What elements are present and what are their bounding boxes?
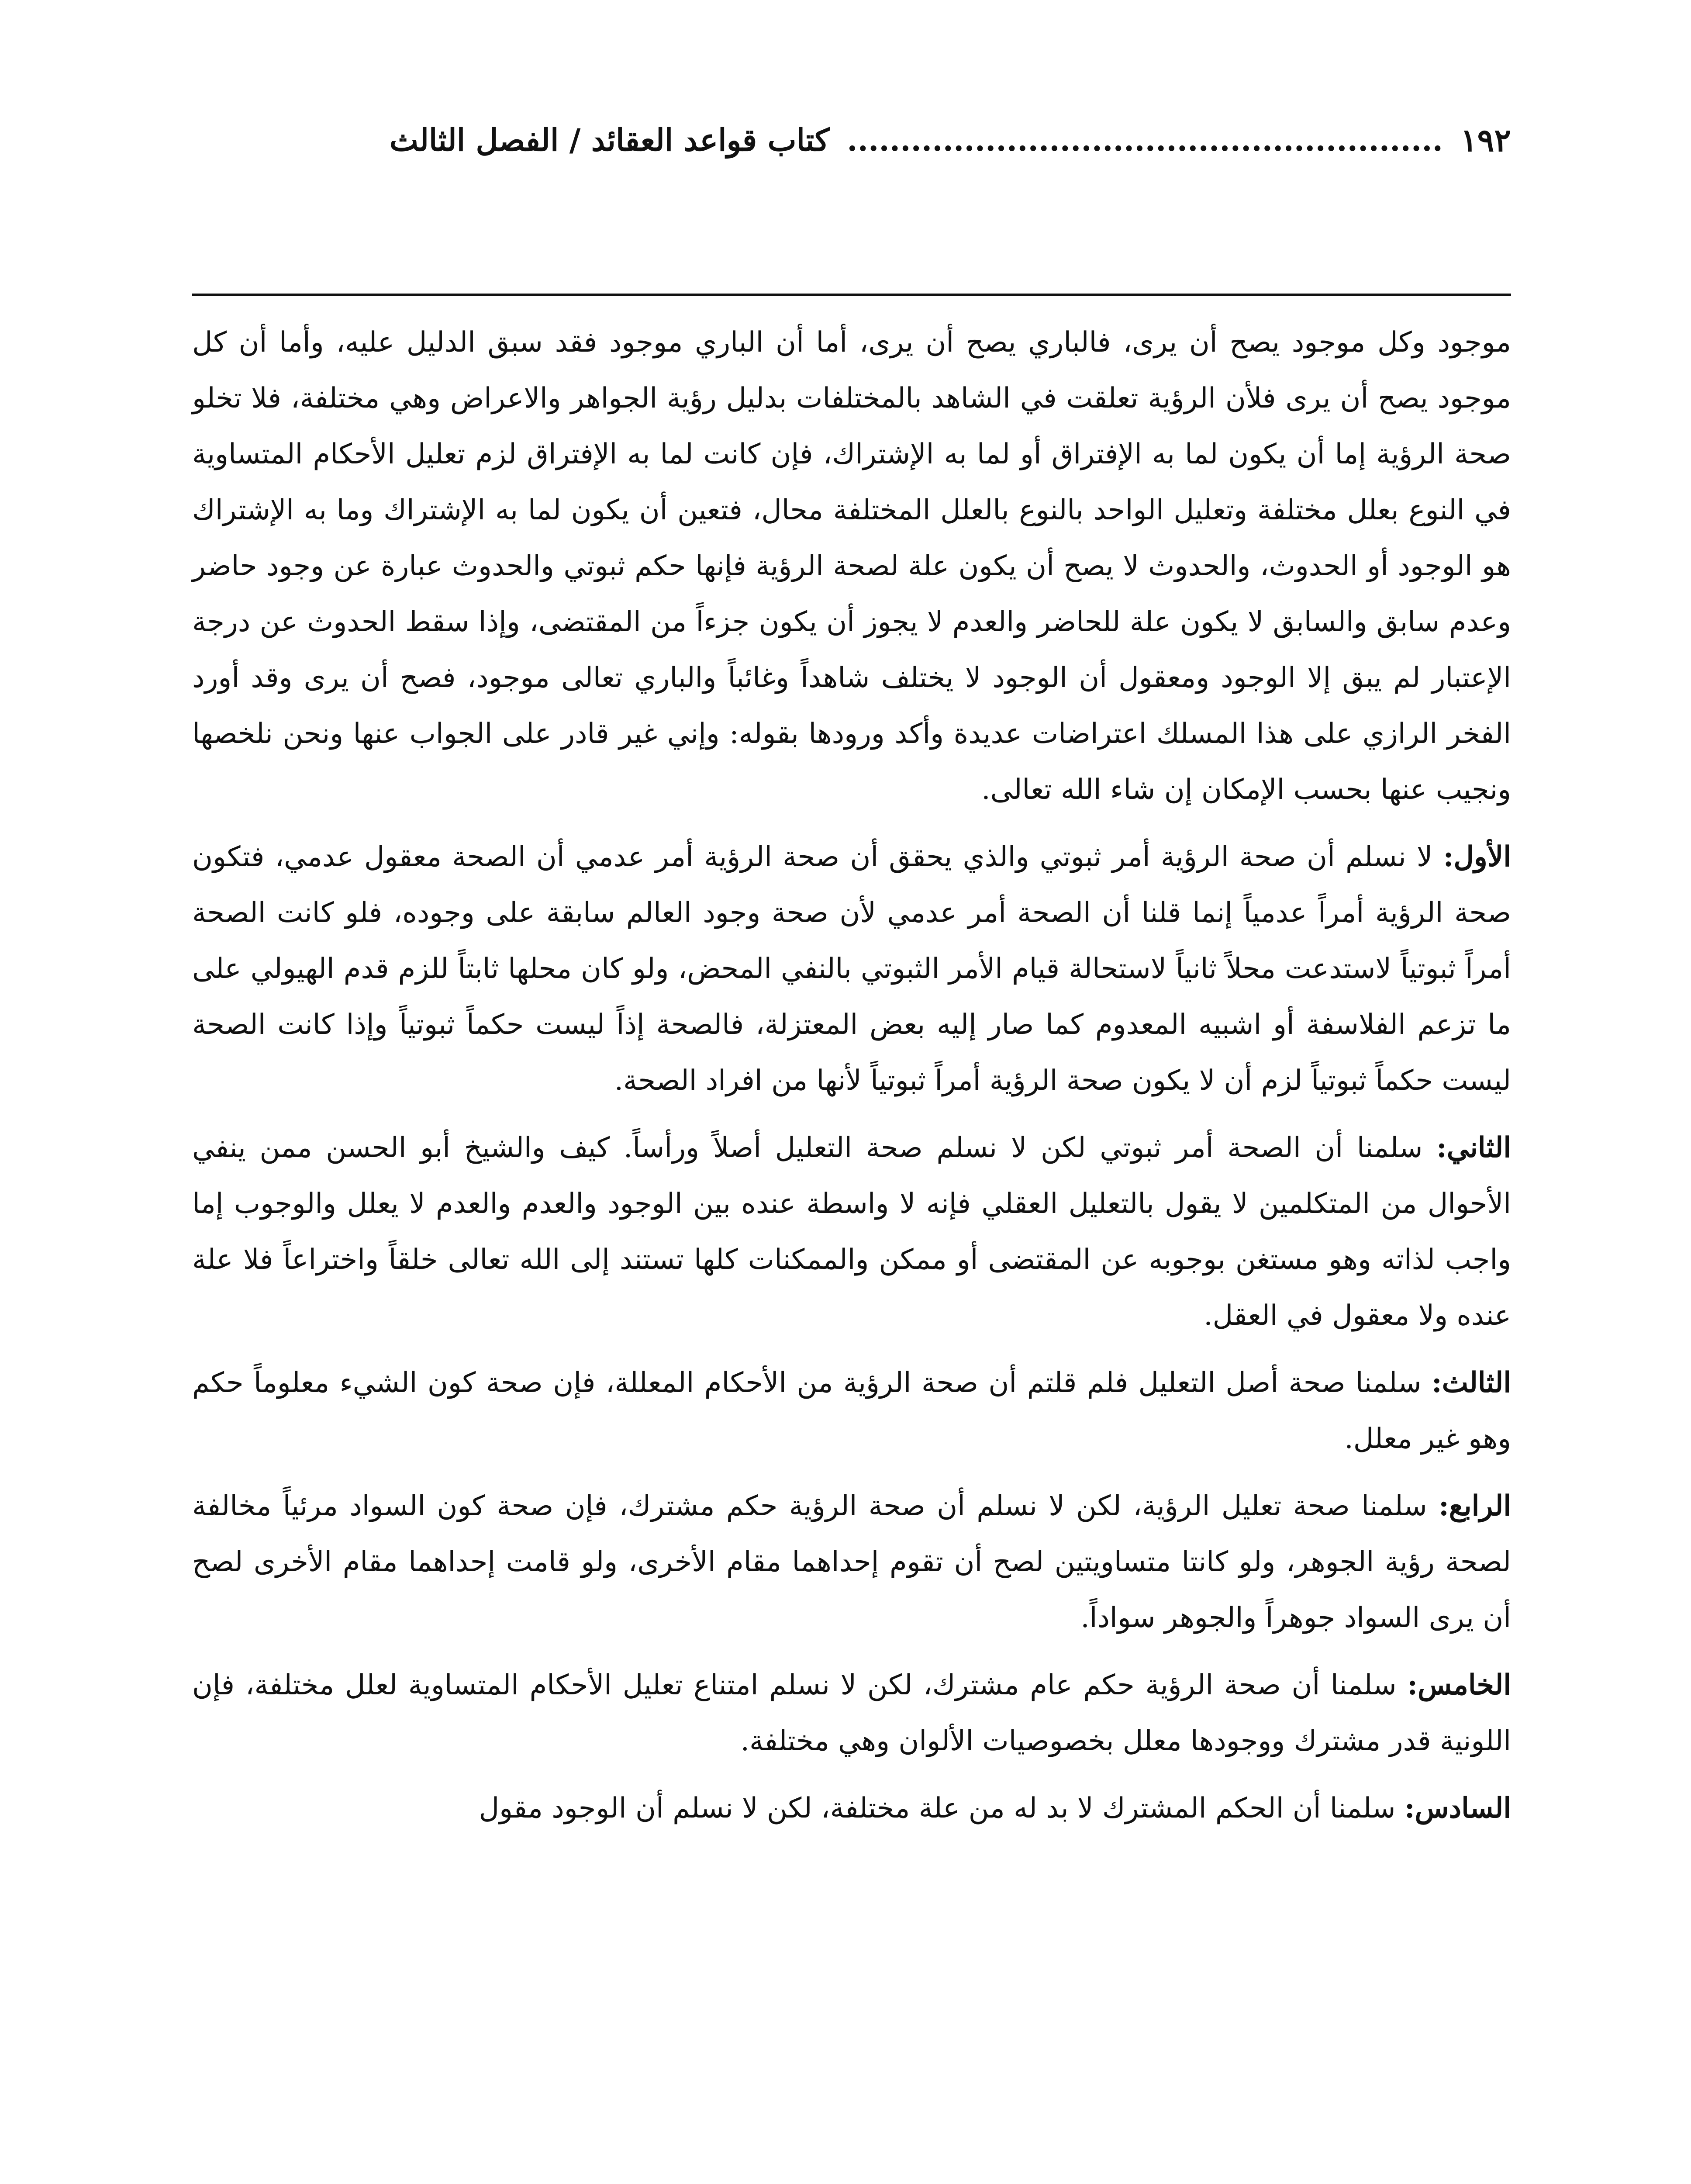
section-body: سلمنا صحة أصل التعليل فلم قلتم أن صحة الرؤية من الأحكام المعللة، فإن صحة كون الشيء معلوماً حكم وهو غير معلل. xyxy=(192,1367,1511,1455)
section-body: سلمنا أن الصحة أمر ثبوتي لكن لا نسلم صحة التعليل أصلاً ورأساً. كيف والشيخ أبو الحسن ممن ينفي الأحوال من المتكلمين لا يقول بالتعليل العقلي فإنه لا واسطة عنده بين الوجود والعدم والعدم لا يعلل والوجوب إما واجب لذاته وهو مستغن بوجوبه عن المقتضى أو ممكن والممكنات كلها تستند إلى الله تعالى خلقاً واختراعاً فلا علة عنده ولا معقول في العقل. xyxy=(192,1132,1511,1332)
section-first xyxy=(192,829,1511,1109)
section-body: سلمنا أن الحكم المشترك لا بد له من علة مختلفة، لكن لا نسلم أن الوجود مقول xyxy=(479,1792,1405,1825)
section-lead: السادس: xyxy=(1404,1792,1511,1825)
section-lead: الخامس: xyxy=(1407,1669,1512,1701)
running-title: كتاب قواعد العقائد / الفصل الثالث xyxy=(389,121,830,158)
section-lead: الثاني: xyxy=(1436,1131,1511,1164)
section-lead: الأول: xyxy=(1443,840,1511,873)
dot-leader: ........................................................ xyxy=(847,121,1443,158)
section-fifth xyxy=(192,1657,1511,1769)
header-rule xyxy=(192,294,1511,296)
intro-paragraph: موجود وكل موجود يصح أن يرى، فالباري يصح أن يرى، أما أن الباري موجود فقد سبق الدليل عليه، وأما أن كل موجود يصح أن يرى فلأن الرؤية تعلقت في الشاهد بالمختلفات بدليل رؤية الجواهر والاعراض وهي مختلفة، فلا تخلو صحة الرؤية إما أن يكون لما به الإفتراق أو لما به الإشتراك، فإن كانت لما به الإفتراق لزم تعليل الأحكام المتساوية في النوع بعلل مختلفة وتعليل الواحد بالنوع بالعلل المختلفة محال، فتعين أن يكون لما به الإشتراك وما به الإشتراك هو الوجود أو الحدوث، والحدوث لا يصح أن يكون علة لصحة الرؤية فإنها حكم ثبوتي والحدوث عبارة عن وجود حاضر وعدم سابق والسابق لا يكون علة للحاضر والعدم لا يجوز أن يكون جزءاً من المقتضى، وإذا سقط الحدوث عن درجة الإعتبار لم يبق إلا الوجود ومعقول أن الوجود لا يختلف شاهداً وغائباً والباري تعالى موجود، فصح أن يرى وقد أورد الفخر الرازي على هذا المسلك اعتراضات عديدة وأكد ورودها بقوله: وإني غير قادر على الجواب عنها ونحن نلخصها ونجيب عنها بحسب الإمكان إن شاء الله تعالى. xyxy=(192,326,1512,806)
page-number: ١٩٢ xyxy=(1460,121,1511,159)
section-sixth xyxy=(192,1780,1511,1836)
section-lead: الرابع: xyxy=(1439,1489,1511,1522)
section-body: لا نسلم أن صحة الرؤية أمر ثبوتي والذي يحقق أن صحة الرؤية أمر عدمي أن الصحة معقول عدمي، فتكون صحة الرؤية أمراً عدمياً إنما قلنا أن الصحة أمر عدمي لأن صحة وجود العالم سابقة على وجوده، فلو كانت الصحة أمراً ثبوتياً لاستدعت محلاً ثانياً لاستحالة قيام الأمر الثبوتي بالنفي المحض، ولو كان محلها ثابتاً للزم قدم الهيولي على ما تزعم الفلاسفة أو اشبيه المعدوم كما صار إليه بعض المعتزلة، فالصحة إذاً ليست حكماً ثبوتياً وإذا كانت الصحة ليست حكماً ثبوتياً لزم أن لا يكون صحة الرؤية أمراً ثبوتياً لأنها من افراد الصحة. xyxy=(192,841,1511,1097)
section-body: سلمنا صحة تعليل الرؤية، لكن لا نسلم أن صحة الرؤية حكم مشترك، فإن صحة كون السواد مرئياً مخالفة لصحة رؤية الجوهر، ولو كانتا متساويتين لصح أن تقوم إحداهما مقام الأخرى، ولو قامت إحداهما مقام الأخرى لصح أن يرى السواد جوهراً والجوهر سواداً. xyxy=(192,1490,1512,1634)
section-lead: الثالث: xyxy=(1431,1366,1511,1399)
section-body: سلمنا أن صحة الرؤية حكم عام مشترك، لكن لا نسلم امتناع تعليل الأحكام المتساوية لعلل مختلفة، فإن اللونية قدر مشترك ووجودها معلل بخصوصيات الألوان وهي مختلفة. xyxy=(192,1669,1511,1757)
running-header xyxy=(192,116,1511,164)
main-text xyxy=(192,314,1511,1836)
section-fourth xyxy=(192,1478,1511,1646)
section-third xyxy=(192,1355,1511,1467)
section-second xyxy=(192,1120,1511,1344)
